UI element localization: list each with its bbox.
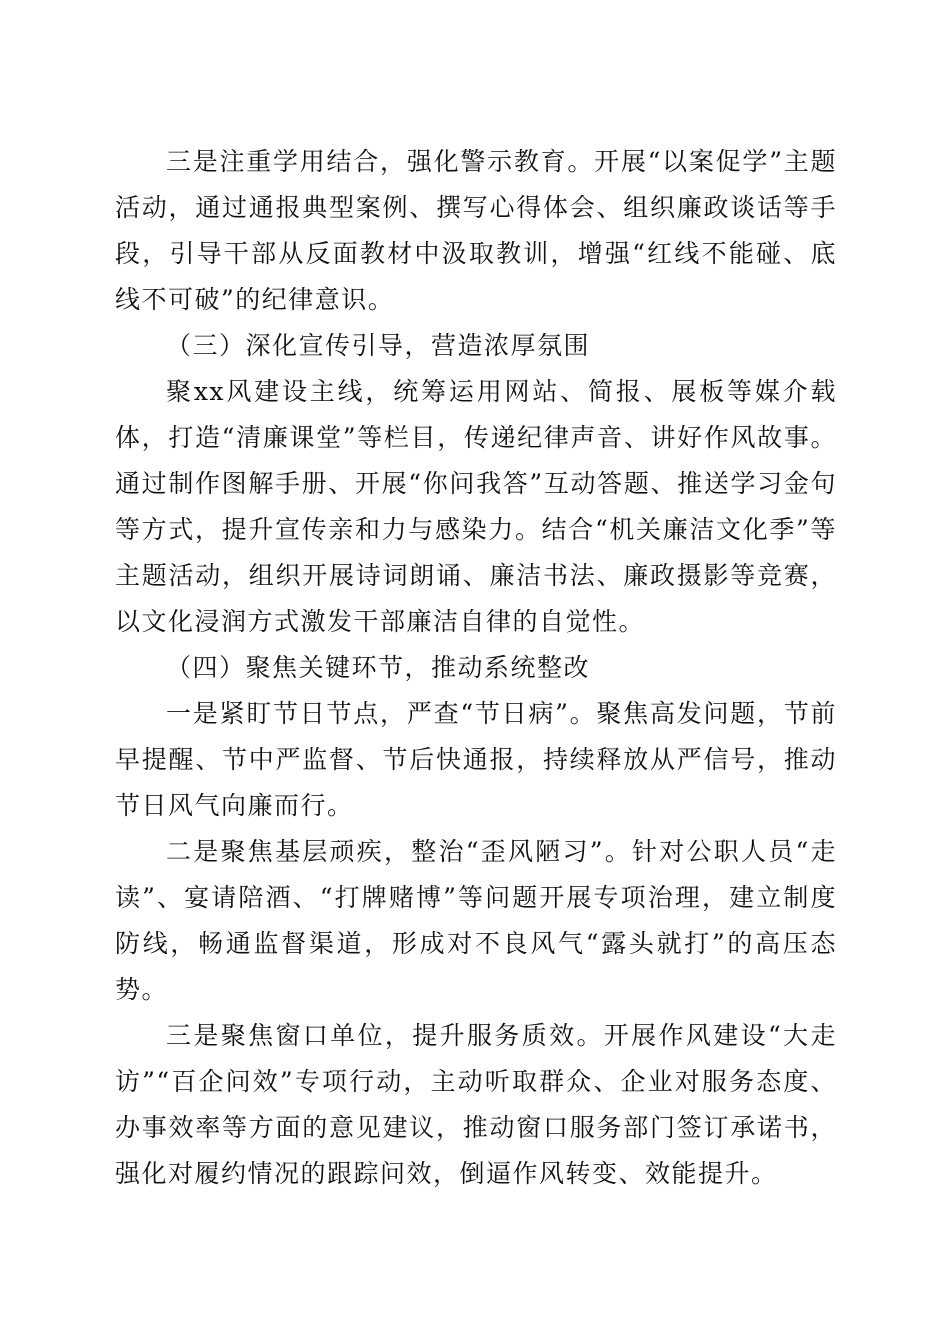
- paragraph-service-window: 三是聚焦窗口单位，提升服务质效。开展作风建设“大走访”“百企问效”专项行动，主动听取群众、企业对服务态度、办事效率等方面的意见建议，推动窗口服务部门签订承诺书，强化对履约情况的跟踪问效，倒逼作风转变、效能提升。: [115, 1021, 837, 1188]
- document-body: [115, 139, 837, 1197]
- paragraph-publicity: 聚xx风建设主线，统筹运用网站、简报、展板等媒介载体，打造“清廉课堂”等栏目，传递纪律声音、讲好作风故事。通过制作图解手册、开展“你问我答”互动答题、推送学习金句等方式，提升宣传亲和力与感染力。结合“机关廉洁文化季”等主题活动，组织开展诗词朗诵、廉洁书法、廉政摄影等竞赛，以文化浸润方式激发干部廉洁自律的自觉性。: [115, 377, 837, 636]
- section-heading-3: （三）深化宣传引导，营造浓厚氛围: [166, 331, 591, 360]
- paragraph-holiday: 一是紧盯节日节点，严查“节日病”。聚焦高发问题，节前早提醒、节中严监督、节后快通报，持续释放从严信号，推动节日风气向廉而行。: [115, 699, 837, 820]
- paragraph-study-warning: 三是注重学用结合，强化警示教育。开展“以案促学”主题活动，通过通报典型案例、撰写心得体会、组织廉政谈话等手段，引导干部从反面教材中汲取教训，增强“红线不能碰、底线不可破”的纪律意识。: [115, 147, 837, 314]
- paragraph-grassroots: 二是聚焦基层顽疾，整治“歪风陋习”。针对公职人员“走读”、宴请陪酒、“打牌赌博”等问题开展专项治理，建立制度防线，畅通监督渠道，形成对不良风气“露头就打”的高压态势。: [115, 837, 837, 1004]
- section-heading-4: （四）聚焦关键环节，推动系统整改: [166, 653, 591, 682]
